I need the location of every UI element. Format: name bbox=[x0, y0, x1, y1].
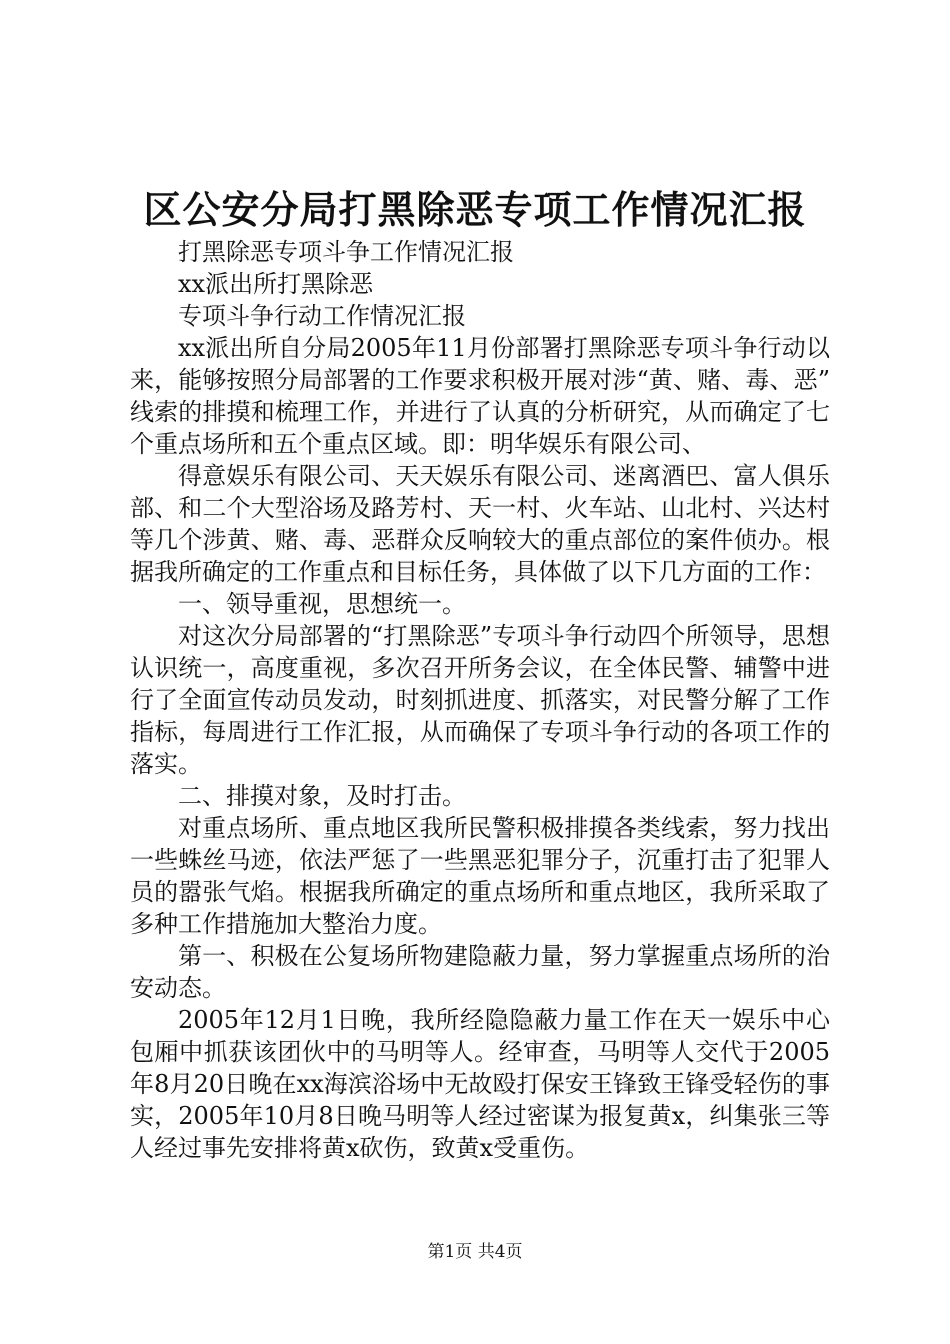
document-title: 区公安分局打黑除恶专项工作情况汇报 bbox=[143, 187, 807, 232]
document-body bbox=[130, 236, 830, 1164]
subtitle-line: xx派出所打黑除恶 bbox=[178, 270, 374, 298]
paragraph: 对这次分局部署的“打黑除恶”专项斗争行动四个所领导，思想认识统一，高度重视，多次召开所务会议，在全体民警、辅警中进行了全面宣传动员发动，时刻抓进度、抓落实，对民警分解了工作指标，每周进行工作汇报，从而确保了专项斗争行动的各项工作的落实。 bbox=[130, 622, 830, 778]
subtitle-line: 专项斗争行动工作情况汇报 bbox=[178, 302, 466, 330]
paragraph: 对重点场所、重点地区我所民警积极排摸各类线索，努力找出一些蛛丝马迹，依法严惩了一些黑恶犯罪分子，沉重打击了犯罪人员的嚣张气焰。根据我所确定的重点场所和重点地区，我所采取了多种工作措施加大整治力度。 bbox=[130, 814, 830, 938]
paragraph: 第一、积极在公复场所物建隐蔽力量，努力掌握重点场所的治安动态。 bbox=[130, 942, 830, 1002]
page-number-footer: 第1页 共4页 bbox=[427, 1242, 523, 1262]
paragraph: xx派出所自分局2005年11月份部署打黑除恶专项斗争行动以来，能够按照分局部署的工作要求积极开展对涉“黄、赌、毒、恶”线索的排摸和梳理工作，并进行了认真的分析研究，从而确定了七个重点场所和五个重点区域。即：明华娱乐有限公司、 bbox=[130, 334, 830, 458]
section-heading: 一、领导重视，思想统一。 bbox=[178, 590, 466, 618]
paragraph: 2005年12月1日晚，我所经隐隐蔽力量工作在天一娱乐中心包厢中抓获该团伙中的马明等人。经审查，马明等人交代于2005年8月20日晚在xx海滨浴场中无故殴打保安王锋致王锋受轻伤的事实，2005年10月8日晚马明等人经过密谋为报复黄x，纠集张三等人经过事先安排将黄x砍伤，致黄x受重伤。 bbox=[130, 1006, 830, 1162]
section-heading: 二、排摸对象，及时打击。 bbox=[178, 782, 466, 810]
paragraph: 得意娱乐有限公司、天天娱乐有限公司、迷离酒巴、富人俱乐部、和二个大型浴场及路芳村、天一村、火车站、山北村、兴达村等几个涉黄、赌、毒、恶群众反响较大的重点部位的案件侦办。根据我所确定的工作重点和目标任务，具体做了以下几方面的工作： bbox=[130, 462, 830, 586]
subtitle-line: 打黑除恶专项斗争工作情况汇报 bbox=[178, 238, 514, 266]
